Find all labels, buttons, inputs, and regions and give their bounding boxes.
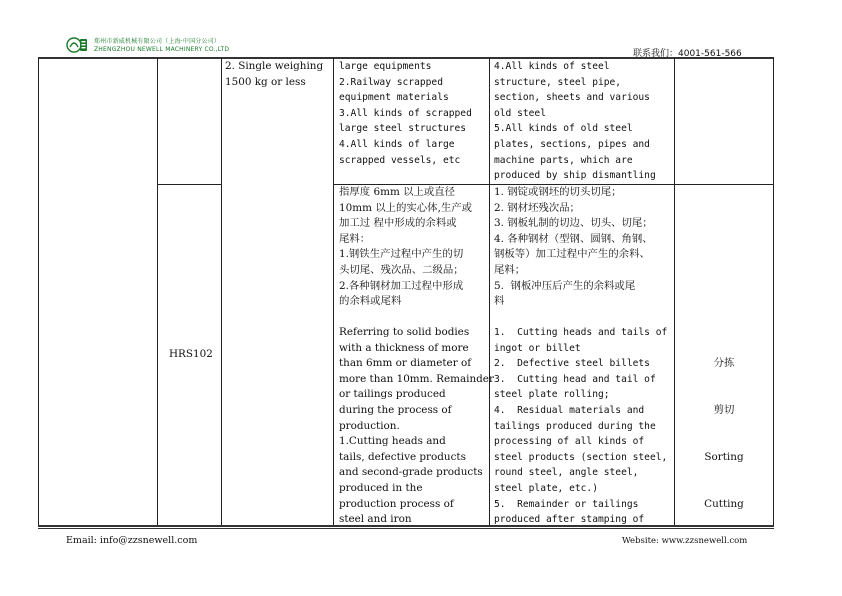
table-border-left: [38, 58, 39, 526]
process-cn-cutting: 剪切: [713, 403, 735, 416]
company-name: [94, 38, 229, 54]
company-logo-icon: [66, 36, 88, 54]
process-en-sorting: Sorting: [704, 450, 744, 463]
column-divider: [157, 58, 158, 526]
column-divider: [221, 58, 222, 526]
row-divider: [157, 184, 221, 185]
page-header: [0, 0, 842, 60]
hs-code-cell: HRS102: [169, 348, 213, 360]
scrap-source-cell: large equipments 2.Railway scrapped equipment materials 3.All kinds of scrapped large steel structures 4.All kinds of large scrapped vessels, etc: [339, 61, 472, 166]
process-cn-sorting: 分拣: [713, 357, 735, 370]
scrap-examples-cell: 4.All kinds of steel structure, steel pipe, section, sheets and various old steel 5.All kinds of old steel plates, sections, pipes and machine parts, which are produced by ship dismantling: [494, 61, 656, 182]
weight-spec-cell: 2. Single weighing 1500 kg or less: [225, 60, 324, 88]
definition-en-cell: Referring to solid bodies with a thickness of more than 6mm or diameter of more than 10mm. Remainder or tailings produced during the process of production. 1.Cutting heads and tails, defective products and second-grade products produced in the production process of steel and iron: [339, 326, 494, 526]
process-cell: [675, 325, 773, 543]
table-border-right: [773, 58, 774, 526]
scrap-classification-table: [38, 58, 774, 526]
column-divider: [333, 58, 334, 526]
footer-divider: [38, 525, 774, 527]
footer-website: Website: www.zzsnewell.com: [622, 536, 748, 546]
definition-cn-cell: 指厚度 6mm 以上或直径 10mm 以上的实心体,生产或 加工过 程中形成的余料或 尾料： 1.钢铁生产过程中产生的切 头切尾、残次品、二级品； 2.各种钢材加工过程中形成 的余料或尾料: [339, 186, 473, 308]
examples-en-cell: 1. Cutting heads and tails of ingot or billet 2. Defective steel billets 3. Cutting head and tail of steel plate rolling; 4. Residual materials and tailings produced during the processing of all kinds of steel products (section steel, round steel, angle steel, steel plate, etc.) 5. Remainder or tailings produced after stamping of: [494, 327, 668, 526]
examples-cn-cell: 1. 钢锭或钢坯的切头切尾； 2. 钢材坯残次品； 3. 钢板轧制的切边、切头、切尾； 4. 各种钢材（型钢、圆钢、角钢、 钢板等）加工过程中产生的余料、 尾料； 5. 钢板冲压后产生的余料或尾 料: [494, 186, 653, 308]
company-name-en: ZHENGZHOU NEWELL MACHINERY CO.,LTD: [94, 46, 230, 53]
company-name-cn: 郑州市新威机械有限公司（上海·中国分公司）: [94, 38, 221, 45]
footer-email: Email: info@zzsnewell.com: [66, 535, 198, 546]
process-en-cutting: Cutting: [704, 497, 744, 510]
contact-phone: 联系我们：4001-561-566: [633, 49, 742, 59]
footer-divider-thin: [38, 528, 774, 529]
